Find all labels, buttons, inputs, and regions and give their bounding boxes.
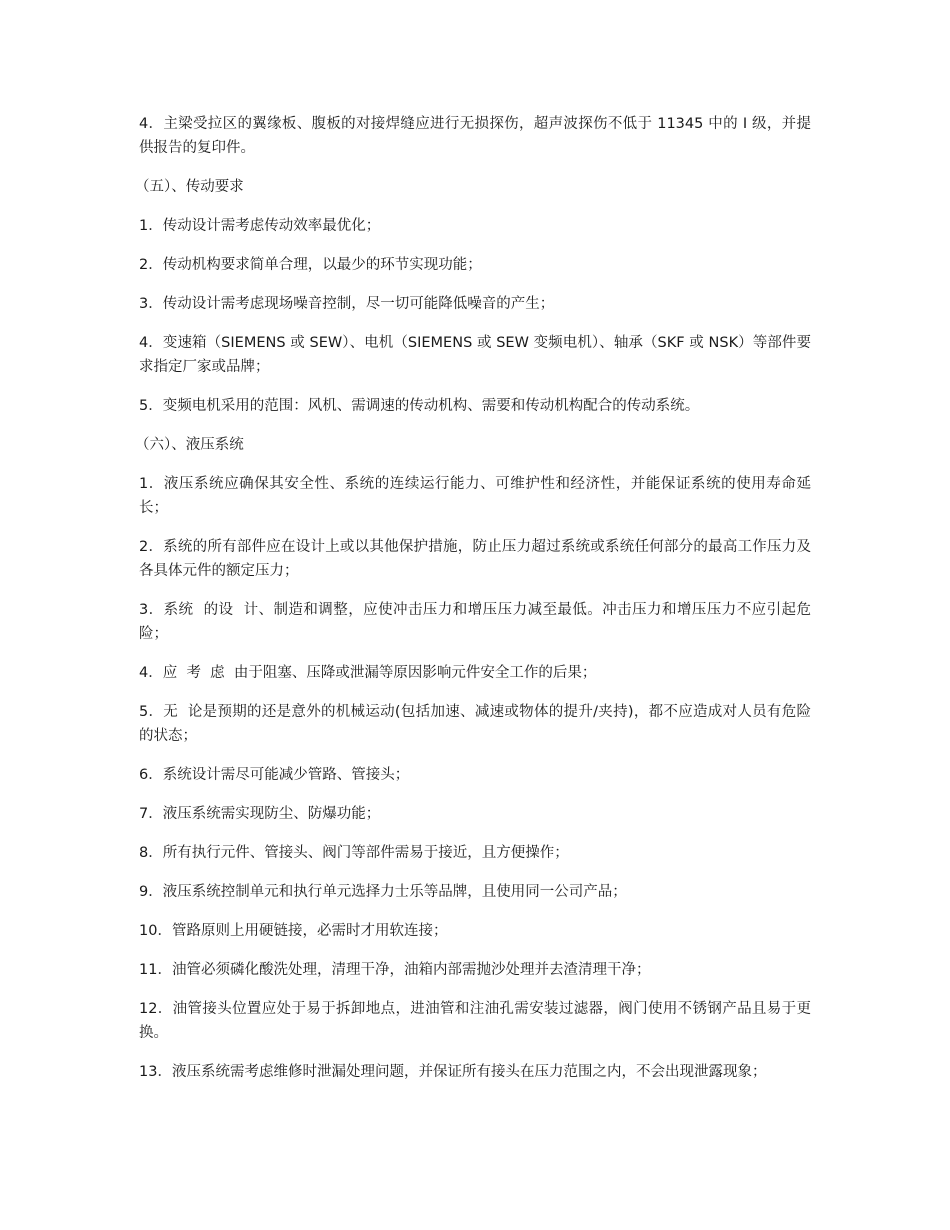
paragraph-hydraulic-6: 6．系统设计需尽可能减少管路、管接头； — [139, 767, 410, 783]
paragraph-hydraulic-4: 4．应 考 虑 由于阻塞、压降或泄漏等原因影响元件安全工作的后果； — [139, 665, 597, 681]
paragraph-4-weld-inspection: 4．主梁受拉区的翼缘板、腹板的对接焊缝应进行无损探伤，超声波探伤不低于 11345 中的 I 级，并提供报告的复印件。 — [139, 116, 811, 156]
paragraph-transmission-5: 5．变频电机采用的范围：风机、需调速的传动机构、需要和传动机构配合的传动系统。 — [139, 398, 700, 414]
section-heading-transmission: （五）、传动要求 — [135, 179, 244, 195]
section-heading-hydraulic: （六）、液压系统 — [135, 437, 244, 453]
paragraph-hydraulic-1: 1．液压系统应确保其安全性、系统的连续运行能力、可维护性和经济性，并能保证系统的使用寿命延长； — [139, 476, 811, 516]
paragraph-hydraulic-8: 8．所有执行元件、管接头、阀门等部件需易于接近，且方便操作； — [139, 845, 569, 861]
paragraph-hydraulic-10: 10．管路原则上用硬链接，必需时才用软连接； — [139, 923, 448, 939]
paragraph-hydraulic-12: 12．油管接头位置应处于易于拆卸地点，进油管和注油孔需安装过滤器，阀门使用不锈钢产品且易于更换。 — [139, 1001, 811, 1041]
paragraph-hydraulic-9: 9．液压系统控制单元和执行单元选择力士乐等品牌，且使用同一公司产品； — [139, 884, 627, 900]
paragraph-transmission-3: 3．传动设计需考虑现场噪音控制，尽一切可能降低噪音的产生； — [139, 296, 555, 312]
paragraph-hydraulic-5: 5．无 论是预期的还是意外的机械运动(包括加速、减速或物体的提升/夹持)，都不应造成对人员有危险的状态； — [139, 704, 811, 744]
paragraph-transmission-2: 2．传动机构要求简单合理，以最少的环节实现功能； — [139, 257, 482, 273]
document-body — [135, 112, 811, 1099]
paragraph-hydraulic-11: 11．油管必须磷化酸洗处理，清理干净，油箱内部需抛沙处理并去渣清理干净； — [139, 962, 651, 978]
paragraph-hydraulic-3: 3．系统 的设 计、制造和调整，应使冲击压力和增压压力减至最低。冲击压力和增压压力不应引起危险； — [139, 602, 811, 642]
paragraph-hydraulic-7: 7．液压系统需实现防尘、防爆功能； — [139, 806, 381, 822]
paragraph-hydraulic-2: 2．系统的所有部件应在设计上或以其他保护措施，防止压力超过系统或系统任何部分的最高工作压力及各具体元件的额定压力； — [139, 539, 811, 579]
paragraph-transmission-4: 4．变速箱（SIEMENS 或 SEW）、电机（SIEMENS 或 SEW 变频电机）、轴承（SKF 或 NSK）等部件要求指定厂家或品牌； — [139, 335, 811, 375]
paragraph-hydraulic-13: 13．液压系统需考虑维修时泄漏处理问题，并保证所有接头在压力范围之内，不会出现泄露现象； — [139, 1064, 767, 1080]
paragraph-transmission-1: 1．传动设计需考虑传动效率最优化； — [139, 218, 381, 234]
